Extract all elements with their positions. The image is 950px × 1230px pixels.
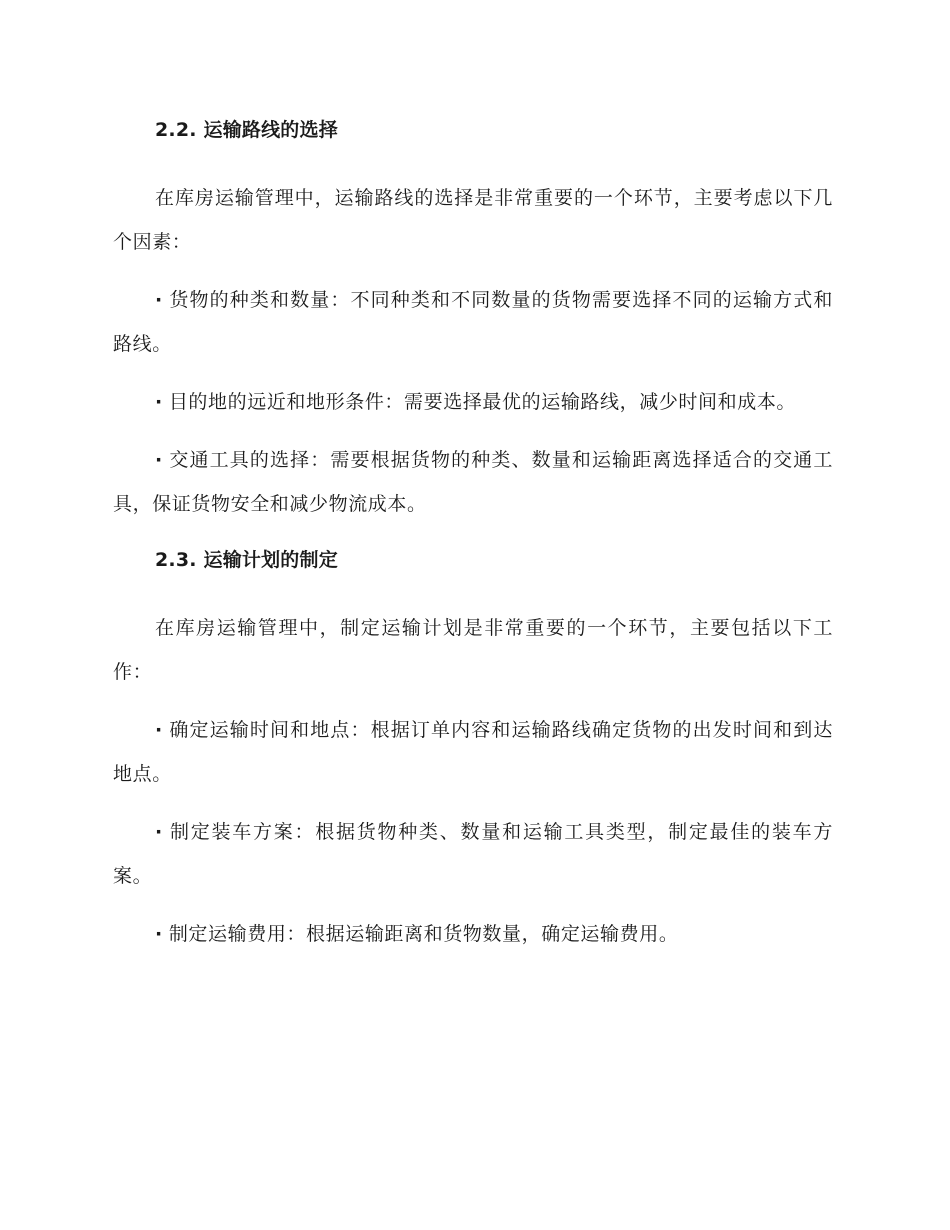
list-item (113, 810, 833, 898)
section-route-selection (113, 110, 833, 526)
section-intro: 在库房运输管理中，制定运输计划是非常重要的一个环节，主要包括以下工作： (113, 617, 833, 683)
bullet-icon: · (155, 391, 163, 413)
list-item-text: 制定运输费用：根据运输距离和货物数量，确定运输费用。 (168, 923, 679, 945)
bullet-icon: · (155, 821, 163, 843)
list-item (113, 380, 833, 424)
bullet-icon: · (155, 289, 163, 311)
list-item (113, 278, 833, 366)
list-item-text: 确定运输时间和地点：根据订单内容和运输路线确定货物的出发时间和到达地点。 (113, 719, 833, 785)
document-content (113, 110, 833, 970)
list-item-text: 交通工具的选择：需要根据货物的种类、数量和运输距离选择适合的交通工具，保证货物安全和减少物流成本。 (113, 449, 833, 515)
section-intro: 在库房运输管理中，运输路线的选择是非常重要的一个环节，主要考虑以下几个因素： (113, 187, 833, 253)
list-item-text: 货物的种类和数量：不同种类和不同数量的货物需要选择不同的运输方式和路线。 (113, 289, 833, 355)
section-heading: 2.3. 运输计划的制定 (155, 549, 338, 571)
list-item-text: 制定装车方案：根据货物种类、数量和运输工具类型，制定最佳的装车方案。 (113, 821, 833, 887)
list-item-text: 目的地的远近和地形条件：需要选择最优的运输路线，减少时间和成本。 (168, 391, 797, 413)
list-item (113, 708, 833, 796)
list-item (113, 912, 833, 956)
bullet-icon: · (155, 449, 163, 471)
bullet-icon: · (155, 923, 163, 945)
section-heading: 2.2. 运输路线的选择 (155, 119, 338, 141)
bullet-icon: · (155, 719, 163, 741)
list-item (113, 438, 833, 526)
section-transport-plan (113, 540, 833, 956)
